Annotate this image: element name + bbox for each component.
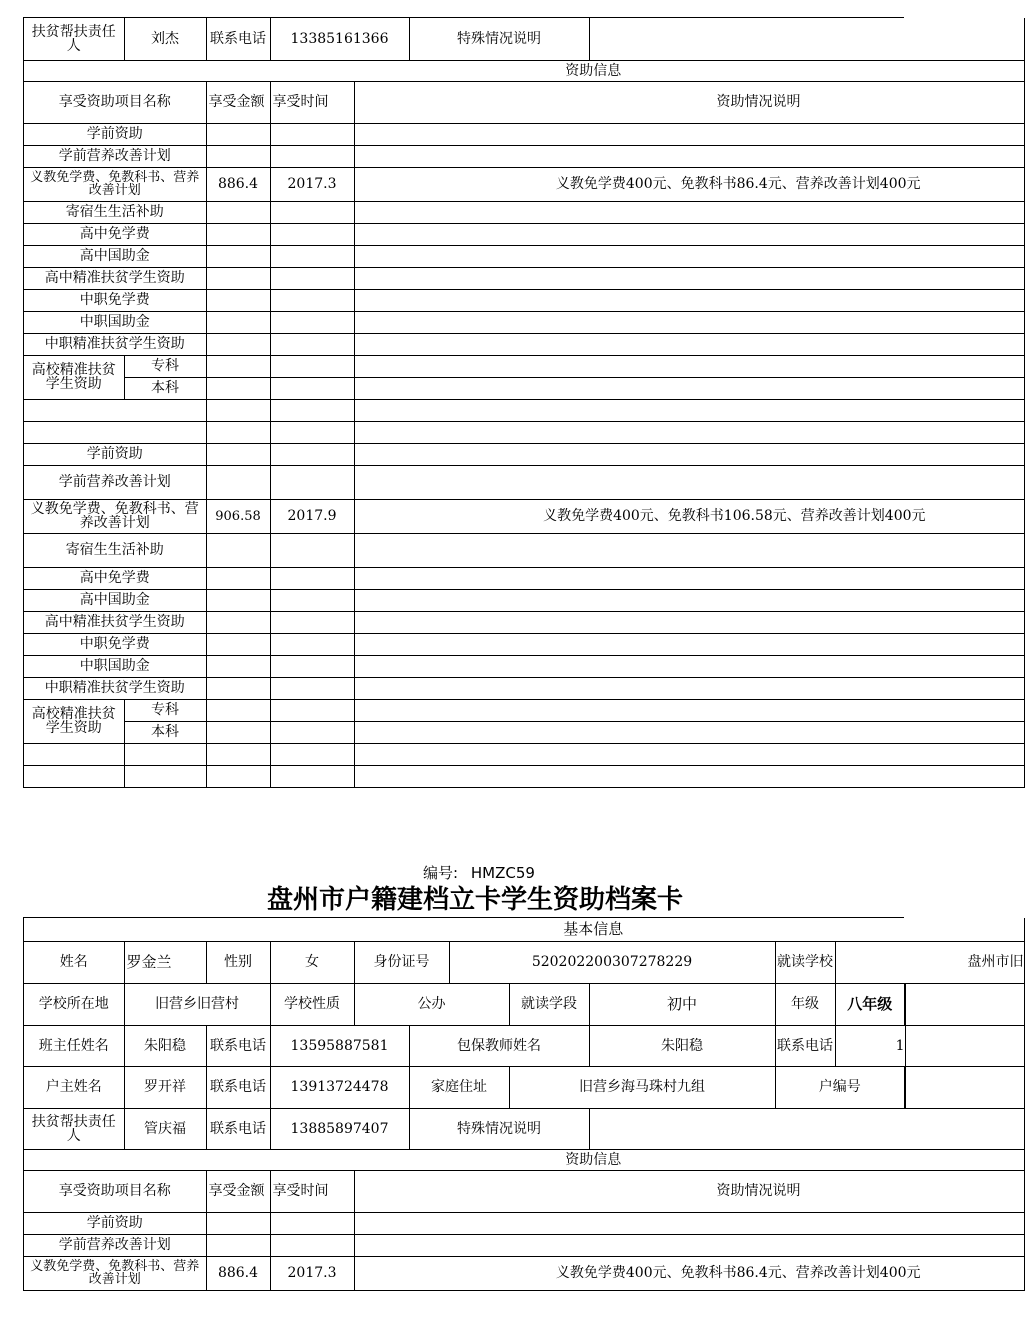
- aid-item-hs-grant: 高中国助金: [24, 589, 206, 611]
- aid-record-row: [24, 167, 1024, 201]
- aid-item-vs-precise: 中职精准扶贫学生资助: [24, 677, 206, 699]
- helper-label: 扶贫帮扶责任人: [24, 18, 124, 60]
- aid-item-preschool-nutrition: 学前营养改善计划: [24, 1234, 206, 1256]
- aid-item-college-junior: 专科: [124, 699, 206, 721]
- aid-time: 2017.3: [270, 167, 354, 201]
- aid-item-vs-grant: 中职国助金: [24, 655, 206, 677]
- mentor-phone: 1: [835, 1025, 905, 1066]
- stage-value: 初中: [589, 983, 775, 1025]
- school-label: 就读学校: [775, 941, 835, 983]
- helper-phone-label: 联系电话: [206, 1108, 270, 1149]
- gender-value: 女: [270, 941, 354, 983]
- address-value: 旧营乡海马珠村九组: [509, 1066, 775, 1108]
- col-amount-header: 享受金额: [206, 81, 270, 123]
- card-serial: [423, 862, 535, 883]
- teacher-phone-label: 联系电话: [206, 1025, 270, 1066]
- col-project-header: 享受资助项目名称: [24, 1170, 206, 1212]
- school-type-value: 公办: [354, 983, 509, 1025]
- helper-phone: 13885897407: [270, 1108, 409, 1149]
- aid-desc: 义教免学费400元、免教科书86.4元、营养改善计划400元: [354, 167, 1024, 201]
- aid-time: 2017.3: [270, 1256, 354, 1290]
- aid-record-row: [24, 499, 1024, 533]
- aid-item-vs-tuition: 中职免学费: [24, 289, 206, 311]
- aid-amount: 886.4: [206, 1256, 270, 1290]
- helper-label: 扶贫帮扶责任人: [24, 1108, 124, 1149]
- householder-row: [24, 1066, 1024, 1108]
- id-label: 身份证号: [354, 941, 449, 983]
- col-time-header: 享受时间: [270, 1170, 354, 1212]
- aid-columns-header: [24, 1170, 1024, 1212]
- helper-row: [24, 18, 1024, 60]
- school-location-label: 学校所在地: [24, 983, 124, 1025]
- helper-name: 刘杰: [124, 18, 206, 60]
- address-label: 家庭住址: [409, 1066, 509, 1108]
- teacher-phone: 13595887581: [270, 1025, 409, 1066]
- aid-item-preschool: 学前资助: [24, 443, 206, 465]
- aid-columns-header: [24, 81, 1024, 123]
- school-location-value: 旧营乡旧营村: [124, 983, 270, 1025]
- teacher-row: [24, 1025, 1024, 1066]
- mentor-phone-label: 联系电话: [775, 1025, 835, 1066]
- serial-value: HMZC59: [470, 864, 535, 882]
- grade-label: 年级: [775, 983, 835, 1025]
- aid-item-hs-precise: 高中精准扶贫学生资助: [24, 611, 206, 633]
- special-note-value: [589, 18, 1024, 60]
- aid-time: 2017.9: [270, 499, 354, 533]
- col-amount-header: 享受金额: [206, 1170, 270, 1212]
- aid-item-compulsory: 义教免学费、免教科书、营养改善计划: [24, 167, 206, 201]
- aid-record-row: [24, 1256, 1024, 1290]
- aid-item-hs-tuition: 高中免学费: [24, 567, 206, 589]
- school-row: [24, 983, 1024, 1025]
- aid-item-college-junior: 专科: [124, 355, 206, 377]
- stage-label: 就读学段: [509, 983, 589, 1025]
- aid-desc: 义教免学费400元、免教科书106.58元、营养改善计划400元: [354, 499, 1024, 533]
- helper-name: 管庆福: [124, 1108, 206, 1149]
- aid-item-compulsory: 义教免学费、免教科书、营养改善计划: [24, 499, 206, 533]
- mentor-label: 包保教师姓名: [409, 1025, 589, 1066]
- teacher-label: 班主任姓名: [24, 1025, 124, 1066]
- bottom-card-table: [23, 917, 1024, 1291]
- aid-item-hs-grant: 高中国助金: [24, 245, 206, 267]
- school-type-label: 学校性质: [270, 983, 354, 1025]
- aid-item-college: 高校精准扶贫学生资助: [24, 699, 124, 743]
- aid-item-preschool: 学前资助: [24, 1212, 206, 1234]
- aid-item-preschool-nutrition: 学前营养改善计划: [24, 145, 206, 167]
- aid-desc: 义教免学费400元、免教科书86.4元、营养改善计划400元: [354, 1256, 1024, 1290]
- householder-label: 户主姓名: [24, 1066, 124, 1108]
- aid-item-boarding: 寄宿生生活补助: [24, 201, 206, 223]
- special-note-label: 特殊情况说明: [409, 18, 589, 60]
- aid-item-college-bachelor: 本科: [124, 377, 206, 399]
- name-label: 姓名: [24, 941, 124, 983]
- aid-item-compulsory: 义教免学费、免教科书、营养改善计划: [24, 1256, 206, 1290]
- aid-amount: 906.58: [206, 499, 270, 533]
- aid-item-hs-precise: 高中精准扶贫学生资助: [24, 267, 206, 289]
- mentor-name: 朱阳稳: [589, 1025, 775, 1066]
- card-title: 盘州市户籍建档立卡学生资助档案卡: [266, 885, 683, 915]
- aid-info-header: 资助信息: [24, 1149, 1024, 1170]
- col-desc-header: 资助情况说明: [354, 81, 1024, 123]
- aid-item-college-bachelor: 本科: [124, 721, 206, 743]
- teacher-name: 朱阳稳: [124, 1025, 206, 1066]
- aid-item-preschool: 学前资助: [24, 123, 206, 145]
- id-value: 520202200307278229: [449, 941, 775, 983]
- aid-item-hs-tuition: 高中免学费: [24, 223, 206, 245]
- aid-item-boarding: 寄宿生生活补助: [24, 533, 206, 567]
- aid-item-preschool-nutrition: 学前营养改善计划: [24, 465, 206, 499]
- aid-info-header: 资助信息: [24, 60, 1024, 81]
- school-value: 盘州市旧: [835, 941, 1024, 983]
- aid-item-vs-tuition: 中职免学费: [24, 633, 206, 655]
- col-desc-header: 资助情况说明: [354, 1170, 1024, 1212]
- aid-item-college: 高校精准扶贫学生资助: [24, 355, 124, 399]
- householder-phone: 13913724478: [270, 1066, 409, 1108]
- special-note-value: [589, 1108, 1024, 1149]
- col-time-header: 享受时间: [270, 81, 354, 123]
- top-card-table: [23, 17, 926, 788]
- household-no-value: [905, 1066, 1024, 1108]
- student-row: [24, 941, 1024, 983]
- special-note-label: 特殊情况说明: [409, 1108, 589, 1149]
- helper-phone-label: 联系电话: [206, 18, 270, 60]
- householder-phone-label: 联系电话: [206, 1066, 270, 1108]
- household-no-label: 户编号: [775, 1066, 905, 1108]
- aid-amount: 886.4: [206, 167, 270, 201]
- helper-phone: 13385161366: [270, 18, 409, 60]
- aid-item-vs-grant: 中职国助金: [24, 311, 206, 333]
- student-name: 罗金兰: [124, 941, 206, 983]
- serial-label: 编号:: [423, 864, 459, 882]
- householder-name: 罗开祥: [124, 1066, 206, 1108]
- helper-row: [24, 1108, 1024, 1149]
- basic-info-header: 基本信息: [24, 918, 1024, 941]
- grade-value: 八年级: [835, 983, 905, 1025]
- aid-item-vs-precise: 中职精准扶贫学生资助: [24, 333, 206, 355]
- col-project-header: 享受资助项目名称: [24, 81, 206, 123]
- gender-label: 性别: [206, 941, 270, 983]
